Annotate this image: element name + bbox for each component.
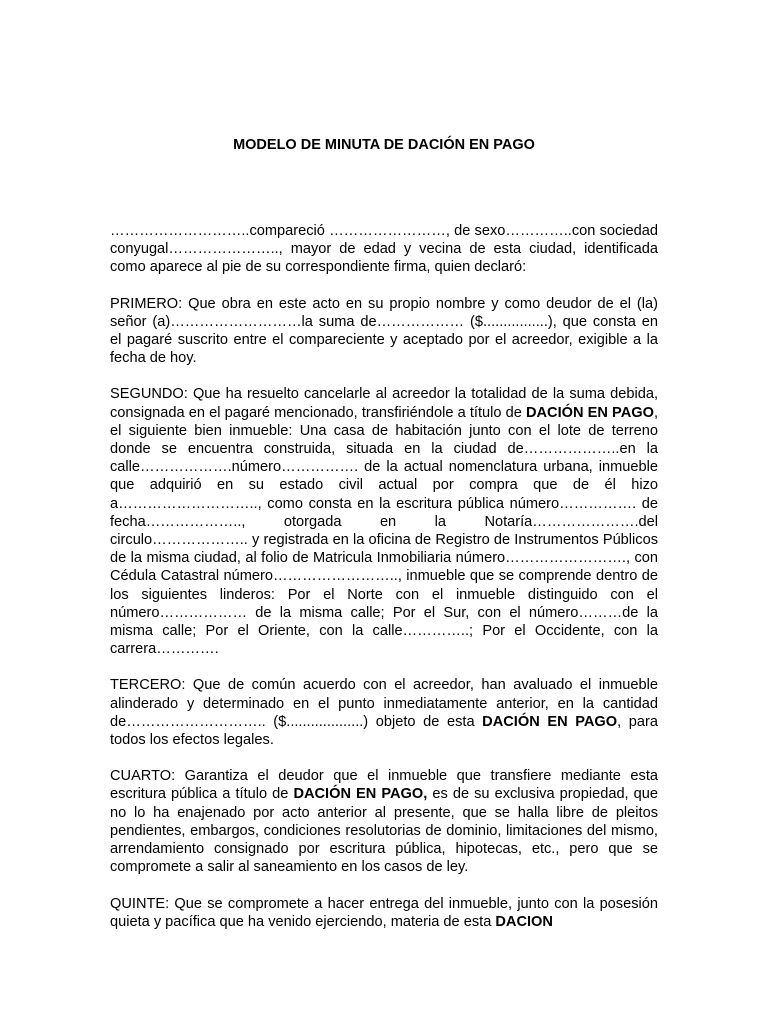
quinte-bold-term: DACION: [495, 913, 553, 930]
cuarto-bold-term: DACIÓN EN PAGO,: [293, 786, 428, 803]
cuarto-text-after: es de su exclusiva propiedad, que no lo ha enajenado por acto anterior al presente, que se halla libre de pleitos pendientes, embargos, condiciones resolutorias de dominio, limitaciones del mismo, arrendamiento consignado por escritura pública, hipotecas, etc., pero que se compromete a salir al saneamiento en los casos de ley.: [110, 786, 659, 876]
tercero-text-after: , para todos los efectos legales.: [110, 713, 658, 749]
quinte-paragraph: [110, 895, 658, 931]
document-title: MODELO DE MINUTA DE DACIÓN EN PAGO: [233, 137, 535, 153]
cuarto-text-before: CUARTO: Garantiza el deudor que el inmueble que transfiere mediante esta escritura pública a título de: [110, 768, 658, 803]
primero-paragraph: PRIMERO: Que obra en este acto en su propio nombre y como deudor de el (la) señor (a)………………………la suma de……………… ($................), que consta en el pagaré suscrito entre el compareciente y aceptado por el acreedor, exigible a la fecha de hoy.: [110, 295, 658, 367]
tercero-text-before: TERCERO: Que de común acuerdo con el acreedor, han avaluado el inmueble alinderado y determinado en el punto inmediatamente anterior, en la cantidad de……………………….. ($...................) objeto de esta: [110, 677, 658, 730]
segundo-bold-term: DACIÓN EN PAGO: [525, 404, 654, 421]
segundo-paragraph: [110, 385, 658, 658]
intro-paragraph: ………………………..compareció ……………………, de sexo…………..con sociedad conyugal………………….., mayor de edad y vecina de esta ciudad, identificada como aparece al pie de su correspondiente firma, quien declaró:: [110, 223, 658, 276]
tercero-bold-term: DACIÓN EN PAGO: [482, 713, 618, 730]
segundo-text-after: , el siguiente bien inmueble: Una casa de habitación junto con el lote de terreno donde se encuentra construida, situada en la ciudad de………………..en la calle……………….número……………. de la actual nomenclatura urbana, inmueble que adquirió en su estado civil actual por compra que de él hizo a……………………….., como consta en la escritura pública número……………. de fecha……………….., otorgada en la Notaría………………….del circulo……………….. y registrada en la oficina de Registro de Instrumentos Públicos de la misma ciudad, al folio de Matricula Inmobiliaria número……………………., con Cédula Catastral número…………………….., inmueble que se comprende dentro de los siguientes linderos: Por el Norte con el inmueble distinguido con el número……………… de la misma calle; Por el Sur, con el número………de la misma calle; Por el Oriente, con la calle…………..; Por el Occidente, con la carrera………….: [110, 404, 658, 658]
tercero-paragraph: [110, 676, 658, 749]
document-body: [110, 222, 658, 949]
quinte-text-before: QUINTE: Que se compromete a hacer entrega del inmueble, junto con la posesión quieta y pacífica que ha venido ejerciendo, materia de esta: [110, 895, 658, 930]
cuarto-paragraph: [110, 767, 658, 876]
segundo-text-before: SEGUNDO: Que ha resuelto cancelarle al acreedor la totalidad de la suma debida, consignada en el pagaré mencionado, transfiriéndole a título de: [110, 386, 658, 421]
